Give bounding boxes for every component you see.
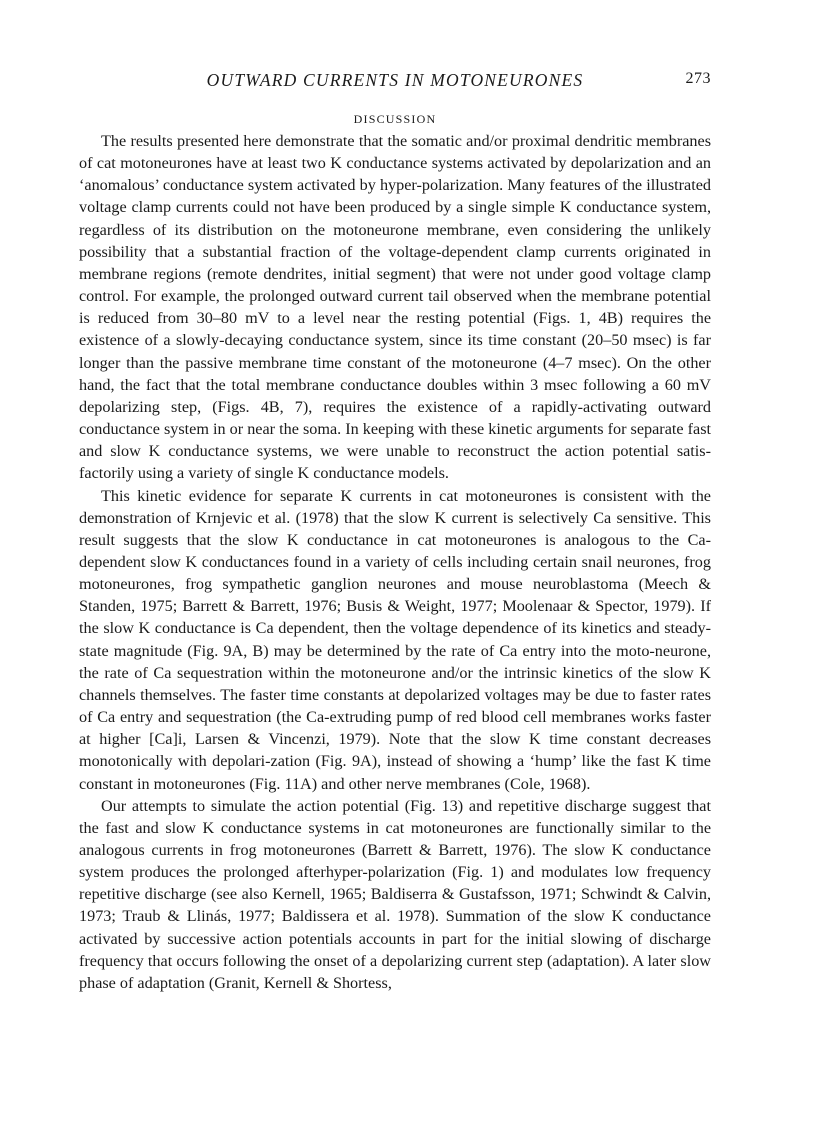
paragraph-3: Our attempts to simulate the action potential (Fig. 13) and repetitive discharge suggest that the fast and slow K conductance systems in cat motoneurones are functionally similar to the analogous currents in frog motoneurones (Barrett & Barrett, 1976). The slow K conductance system produces the prolonged afterhyper-polarization (Fig. 1) and modulates low frequency repetitive discharge (see also Kernell, 1965; Baldiserra & Gustafsson, 1971; Schwindt & Calvin, 1973; Traub & Llinás, 1977; Baldissera et al. 1978). Summation of the slow K conductance activated by successive action potentials accounts in part for the initial slowing of discharge frequency that occurs following the onset of a depolarizing current step (adaptation). A later slow phase of adaptation (Granit, Kernell & Shortess, [79,796,711,992]
body-text [79,130,711,994]
running-header [79,70,711,98]
paragraph-1: The results presented here demonstrate that the somatic and/or proximal dendritic membranes of cat motoneurones have at least two K conductance systems activated by depolarization and an ‘anomalous’ conductance system activated by hyper-polarization. Many features of the illustrated voltage clamp currents could not have been produced by a single simple K conductance system, regardless of its distribution on the motoneurone membrane, even considering the unlikely possibility that a substantial fraction of the voltage-dependent clamp currents originated in membrane regions (remote dendrites, initial segment) that were not under good voltage clamp control. For example, the prolonged outward current tail observed when the membrane potential is reduced from 30–80 mV to a level near the resting potential (Figs. 1, 4B) requires the existence of a slowly-decaying conductance system, since its time constant (20–50 msec) is far longer than the passive membrane time constant of the motoneurone (4–7 msec). On the other hand, the fact that the total membrane conductance doubles within 3 msec following a 60 mV depolarizing step, (Figs. 4B, 7), requires the existence of a rapidly-activating outward conductance system in or near the soma. In keeping with these kinetic arguments for separate fast and slow K conductance systems, we were unable to reconstruct the action potential satis-factorily using a variety of single K conductance models. [79,132,711,483]
page-number: 273 [685,70,711,87]
paragraph-2: This kinetic evidence for separate K currents in cat motoneurones is consistent with the demonstration of Krnjevic et al. (1978) that the slow K current is selectively Ca sensitive. This result suggests that the slow K conductance in cat motoneurones is analogous to the Ca-dependent slow K conductances found in a variety of cells including certain snail neurones, frog motoneurones, frog sympathetic ganglion neurones and mouse neuroblastoma (Meech & Standen, 1975; Barrett & Barrett, 1976; Busis & Weight, 1977; Moolenaar & Spector, 1979). If the slow K conductance is Ca dependent, then the voltage dependence of its kinetics and steady-state magnitude (Fig. 9A, B) may be determined by the rate of Ca entry into the moto-neurone, the rate of Ca sequestration within the motoneurone and/or the intrinsic kinetics of the slow K channels themselves. The faster time constants at depolarized voltages may be due to faster rates of Ca entry and sequestration (the Ca-extruding pump of red blood cell membranes works faster at higher [Ca]i, Larsen & Vincenzi, 1979). Note that the slow K time constant decreases monotonically with depolari-zation (Fig. 9A), instead of showing a ‘hump’ like the fast K time constant in motoneurones (Fig. 11A) and other nerve membranes (Cole, 1968). [79,486,711,793]
running-title: OUTWARD CURRENTS IN MOTONEURONES [206,70,584,90]
journal-page [79,70,711,994]
section-heading: DISCUSSION [353,112,437,126]
